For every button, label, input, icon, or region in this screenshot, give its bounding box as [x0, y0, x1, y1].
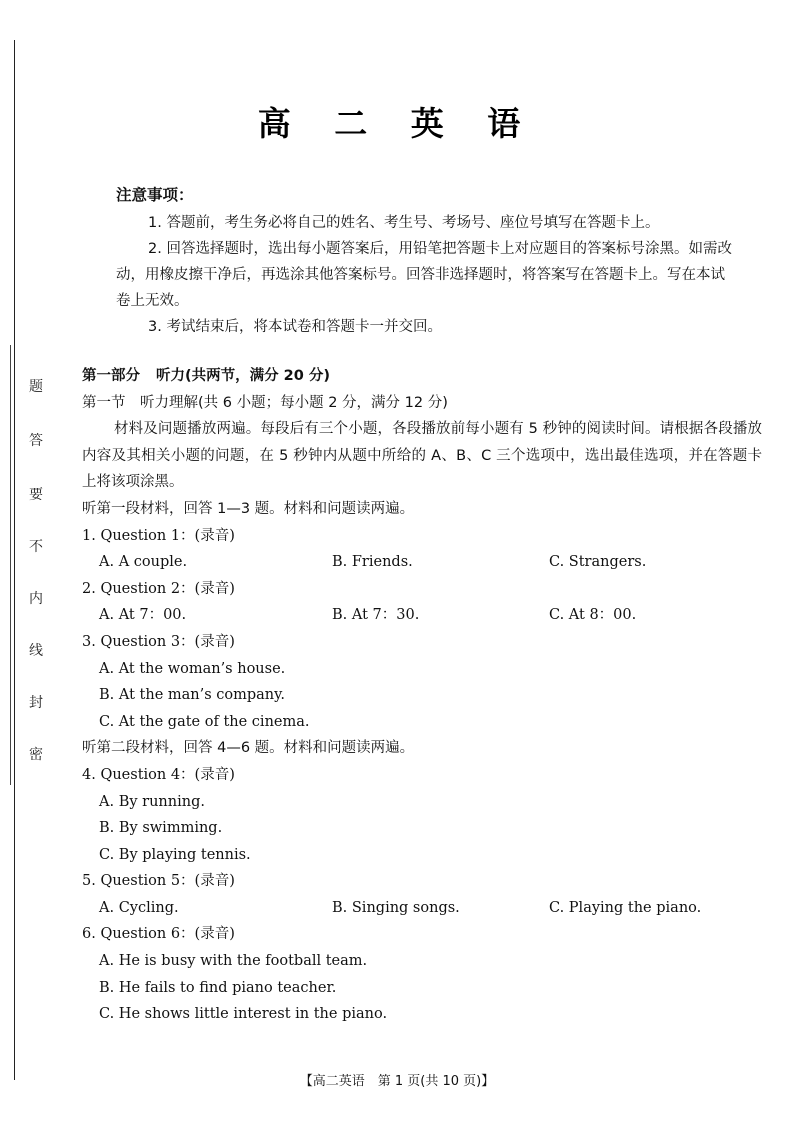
section-heading: 第一节 听力理解(共 6 小题；每小题 2 分，满分 12 分)	[82, 394, 448, 411]
part-label: 第一部分	[82, 368, 140, 384]
option: B. At 7：30.	[332, 607, 420, 624]
notice-item-3: 3. 考试结束后，将本试卷和答题卡一并交回。	[148, 319, 442, 335]
notice-item-2: 2. 回答选择题时，选出每小题答案后，用铅笔把答题卡上对应题目的答案标号涂黑。如需改动，用橡皮擦干净后，再选涂其他答案标号。回答非选择题时，将答案写在答题卡上。写在本试卷上无效。	[116, 241, 732, 309]
seal-char: 封	[29, 695, 43, 711]
question-stem: 2. Question 2：(录音)	[82, 580, 235, 597]
option: B. By swimming.	[99, 820, 223, 837]
question-options	[82, 895, 762, 922]
seal-char: 线	[29, 643, 43, 659]
option: C. By playing tennis.	[99, 846, 251, 863]
binding-line-inner	[10, 345, 11, 785]
seal-char: 内	[29, 591, 43, 607]
binding-line	[14, 40, 15, 1080]
option: B. At the man’s company.	[99, 687, 286, 704]
question-stem: 4. Question 4：(录音)	[82, 766, 235, 783]
notice-item-1: 1. 答题前，考生务必将自己的姓名、考生号、考场号、座位号填写在答题卡上。	[148, 215, 660, 231]
section-intro: 材料及问题播放两遍。每段后有三个小题，各段播放前每小题有 5 秒钟的阅读时间。请根据各段播放内容及其相关小题的问题，在 5 秒钟内从题中所给的 A、B、C 三个选项中，选出最佳选项，并在答题卡上将该项涂黑。	[82, 421, 762, 491]
seal-char: 不	[29, 539, 43, 555]
option: C. Strangers.	[549, 554, 647, 571]
option: A. He is busy with the football team.	[99, 953, 368, 970]
passage-instruction: 听第一段材料，回答 1—3 题。材料和问题读两遍。	[82, 500, 415, 517]
option: A. By running.	[99, 793, 205, 810]
option: C. He shows little interest in the piano.	[99, 1006, 388, 1023]
seal-char: 密	[29, 747, 43, 763]
option: B. Friends.	[332, 554, 413, 571]
option: C. Playing the piano.	[549, 899, 702, 916]
option: A. At the woman’s house.	[99, 660, 286, 677]
question-stem: 5. Question 5：(录音)	[82, 873, 235, 890]
seal-char: 答	[29, 433, 43, 449]
notice-block	[116, 182, 736, 340]
option: C. At the gate of the cinema.	[99, 713, 310, 730]
question-options	[82, 602, 762, 629]
question-options	[82, 549, 762, 576]
part-heading	[82, 363, 762, 390]
seal-char: 题	[29, 379, 43, 395]
listening-section	[82, 363, 762, 1028]
question-stem: 3. Question 3：(录音)	[82, 633, 235, 650]
question-stem: 6. Question 6：(录音)	[82, 926, 235, 943]
option: B. Singing songs.	[332, 899, 460, 916]
option: A. Cycling.	[99, 899, 179, 916]
option: A. A couple.	[99, 554, 188, 571]
seal-char: 要	[29, 487, 43, 503]
passage-instruction: 听第二段材料，回答 4—6 题。材料和问题读两遍。	[82, 740, 415, 757]
part-title: 听力(共两节，满分 20 分)	[156, 368, 331, 384]
option: A. At 7：00.	[99, 607, 187, 624]
page-footer: 【高二英语 第 1 页(共 10 页)】	[299, 1074, 495, 1089]
notice-heading: 注意事项：	[116, 186, 194, 204]
option: C. At 8：00.	[549, 607, 637, 624]
page-title: 高 二 英 语	[257, 104, 537, 143]
option: B. He fails to find piano teacher.	[99, 979, 337, 996]
question-stem: 1. Question 1：(录音)	[82, 527, 235, 544]
